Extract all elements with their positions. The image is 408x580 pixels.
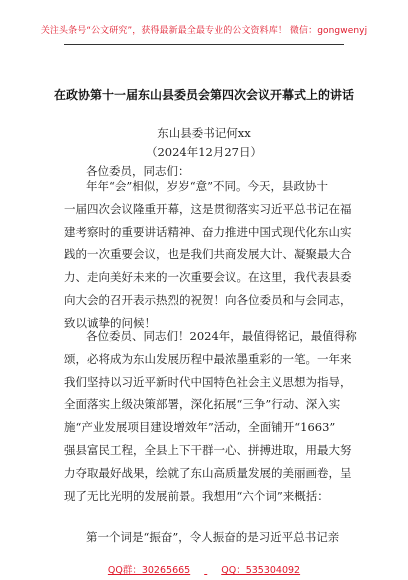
document-author: 东山县委书记何xx: [157, 126, 251, 140]
paragraph-1: [64, 175, 354, 335]
paragraph-line: 第一个词是“振奋”，令人振奋的是习近平总书记亲: [86, 530, 340, 544]
paragraph-2: [64, 325, 357, 507]
paragraph-line: 一届四次会议隆重开幕，这是贯彻落实习近平总书记在福: [64, 201, 352, 216]
paragraph-line: 现了无比光明的发展前景。我想用“六个词”来概括：: [64, 488, 329, 503]
paragraph-line: 全面落实上级决策部署，深化拓展“三争”行动、深入实: [64, 397, 341, 412]
header-divider: [64, 44, 344, 45]
footer-contact: [0, 562, 408, 576]
paragraph-line: 强县富民工程，全县上下干群一心、拼搏进取，用最大努: [64, 442, 352, 457]
paragraph-line: 践的一次重要会议，也是我们共商发展大计、凝聚最大合: [64, 247, 352, 262]
footer-qq-group[interactable]: QQ群：30265665: [107, 565, 191, 576]
footer-qq-number[interactable]: QQ：535304092: [221, 565, 301, 576]
paragraph-3: [64, 526, 354, 549]
paragraph-line: 我们坚持以习近平新时代中国特色社会主义思想为指导，: [64, 374, 352, 389]
document-date: （2024年12月27日）: [145, 145, 263, 159]
paragraph-line: 年年“会”相似，岁岁“意”不同。今天，县政协十: [86, 179, 329, 193]
paragraph-line: 颂，必将成为东山发展历程中最浓墨重彩的一笔。一年来: [64, 351, 352, 366]
header-promo-note: 关注头条号“公文研究”，获得最新最全最专业的公文资料库！ 微信：gongwenyj: [40, 26, 368, 36]
paragraph-line: 力、走向美好未来的一次重要会议。在这里，我代表县委: [64, 270, 352, 285]
paragraph-line: 建考察时的重要讲话精神、奋力推进中国式现代化东山实: [64, 224, 352, 239]
document-title: 在政协第十一届东山县委员会第四次会议开幕式上的讲话: [53, 88, 354, 102]
paragraph-line: 向大会的召开表示热烈的祝贺！向各位委员和与会同志，: [64, 292, 352, 307]
paragraph-line: 施“产业发展项目建设增效年”活动，全面铺开“1663”: [64, 420, 336, 435]
paragraph-line: 致以诚挚的问候！: [64, 315, 156, 330]
paragraph-line: 力夺取最好战果，绘就了东山高质量发展的美丽画卷，呈: [64, 465, 352, 480]
paragraph-line: 各位委员、同志们！2024年，最值得铭记，最值得称: [86, 329, 357, 343]
salutation: 各位委员，同志们：: [86, 164, 190, 178]
